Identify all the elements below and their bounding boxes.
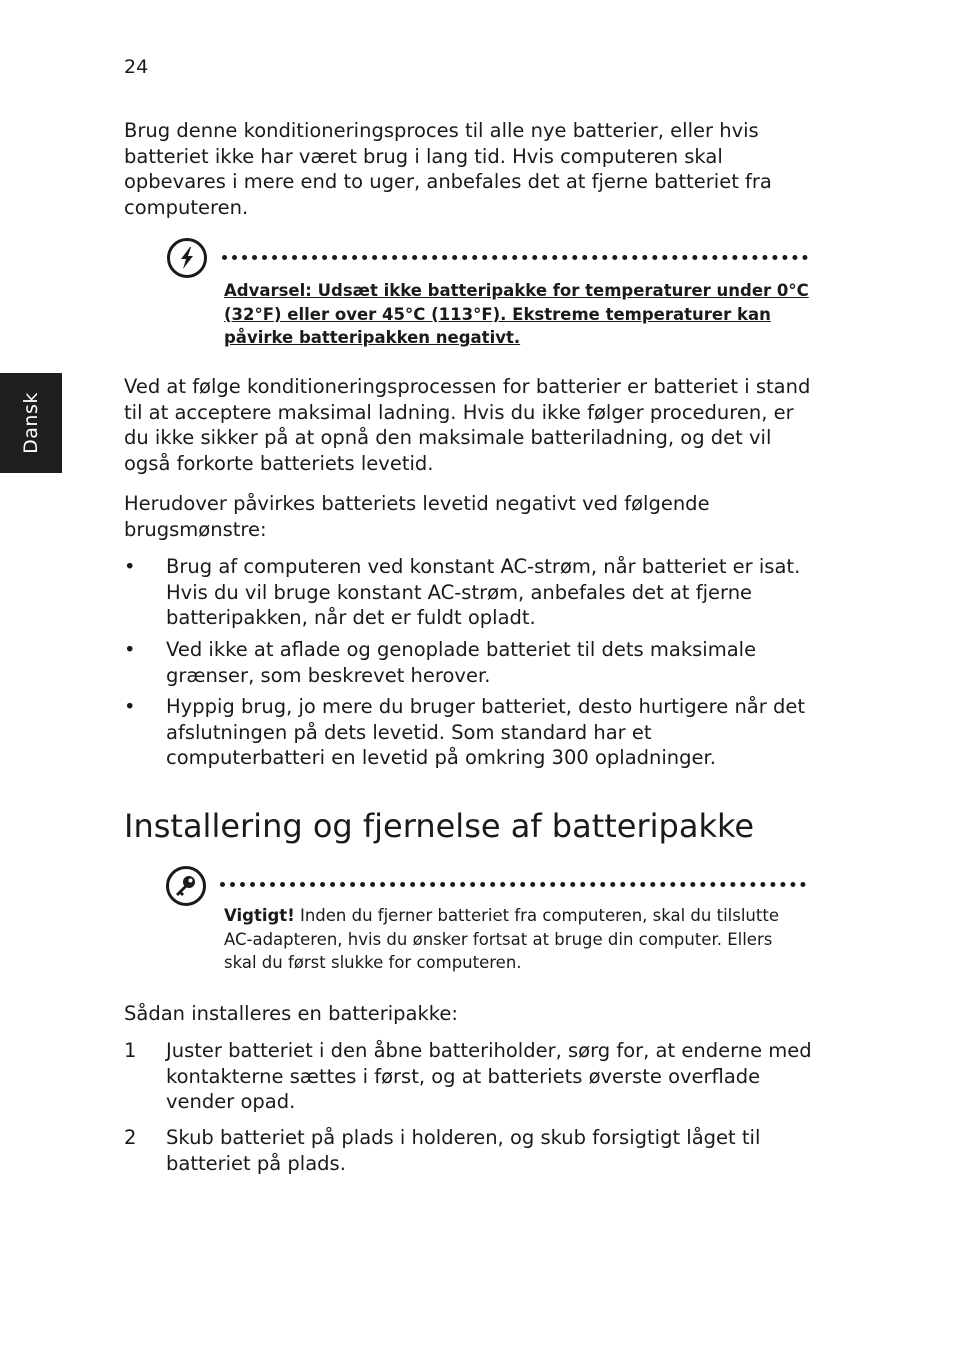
step-item: Juster batteriet i den åbne batteriholder, sørg for, at enderne med kontakterne sættes i først, og at batteriets øverste overflade vender opad. [166, 1039, 812, 1113]
warning-lightning-icon [167, 238, 207, 278]
step-number: 1 [124, 1039, 137, 1062]
bullet-item: Hyppig brug, jo mere du bruger batteriet, desto hurtigere når det afslutningen på dets levetid. Som standard har et computerbatteri en levetid på omkring 300 opladninger. [166, 695, 805, 769]
important-label: Vigtigt! [224, 906, 295, 925]
section-heading: Installering og fjernelse af batteripakke [124, 807, 755, 845]
bullet-marker: • [124, 555, 136, 578]
language-tab-label: Dansk [20, 392, 42, 454]
install-intro: Sådan installeres en batteripakke: [124, 1002, 458, 1025]
important-body: Inden du fjerner batteriet fra computeren, skal du tilslutte AC-adapteren, hvis du ønsker fortsat at bruge din computer. Ellers skal du først slukke for computeren. [224, 906, 779, 972]
paragraph-conditioning: Ved at følge konditioneringsprocessen for batterier er batteriet i stand til at acceptere maksimal ladning. Hvis du ikke følger proceduren, er du ikke sikker på at opnå den maksimale batteriladning, og det vil også forkorte batteriets levetid. [124, 375, 811, 475]
important-divider [220, 882, 806, 887]
language-tab [0, 373, 62, 473]
intro-paragraph: Brug denne konditioneringsproces til alle nye batterier, eller hvis batteriet ikke har været brug i lang tid. Hvis computeren skal opbevares i mere end to uger, anbefales det at fjerne batteriet fra computeren. [124, 119, 772, 219]
paragraph-usage-patterns: Herudover påvirkes batteriets levetid negativt ved følgende brugsmønstre: [124, 492, 710, 541]
bullet-item: Brug af computeren ved konstant AC-strøm, når batteriet er isat. Hvis du vil bruge konstant AC-strøm, anbefales det at fjerne batteripakken, når det er fuldt opladt. [166, 555, 801, 629]
page-number: 24 [124, 56, 149, 78]
warning-text: Advarsel: Udsæt ikke batteripakke for temperaturer under 0°C (32°F) eller over 45°C (113°F). Ekstreme temperaturer kan påvirke batteripakken negativt. [224, 281, 809, 347]
important-key-icon [166, 866, 206, 906]
warning-divider [222, 255, 808, 260]
bullet-item: Ved ikke at aflade og genoplade batteriet til dets maksimale grænser, som beskrevet herover. [166, 638, 757, 687]
bullet-marker: • [124, 638, 136, 661]
important-text [224, 904, 809, 975]
bullet-marker: • [124, 695, 136, 718]
step-item: Skub batteriet på plads i holderen, og skub forsigtigt låget til batteriet på plads. [166, 1126, 761, 1175]
step-number: 2 [124, 1126, 137, 1149]
